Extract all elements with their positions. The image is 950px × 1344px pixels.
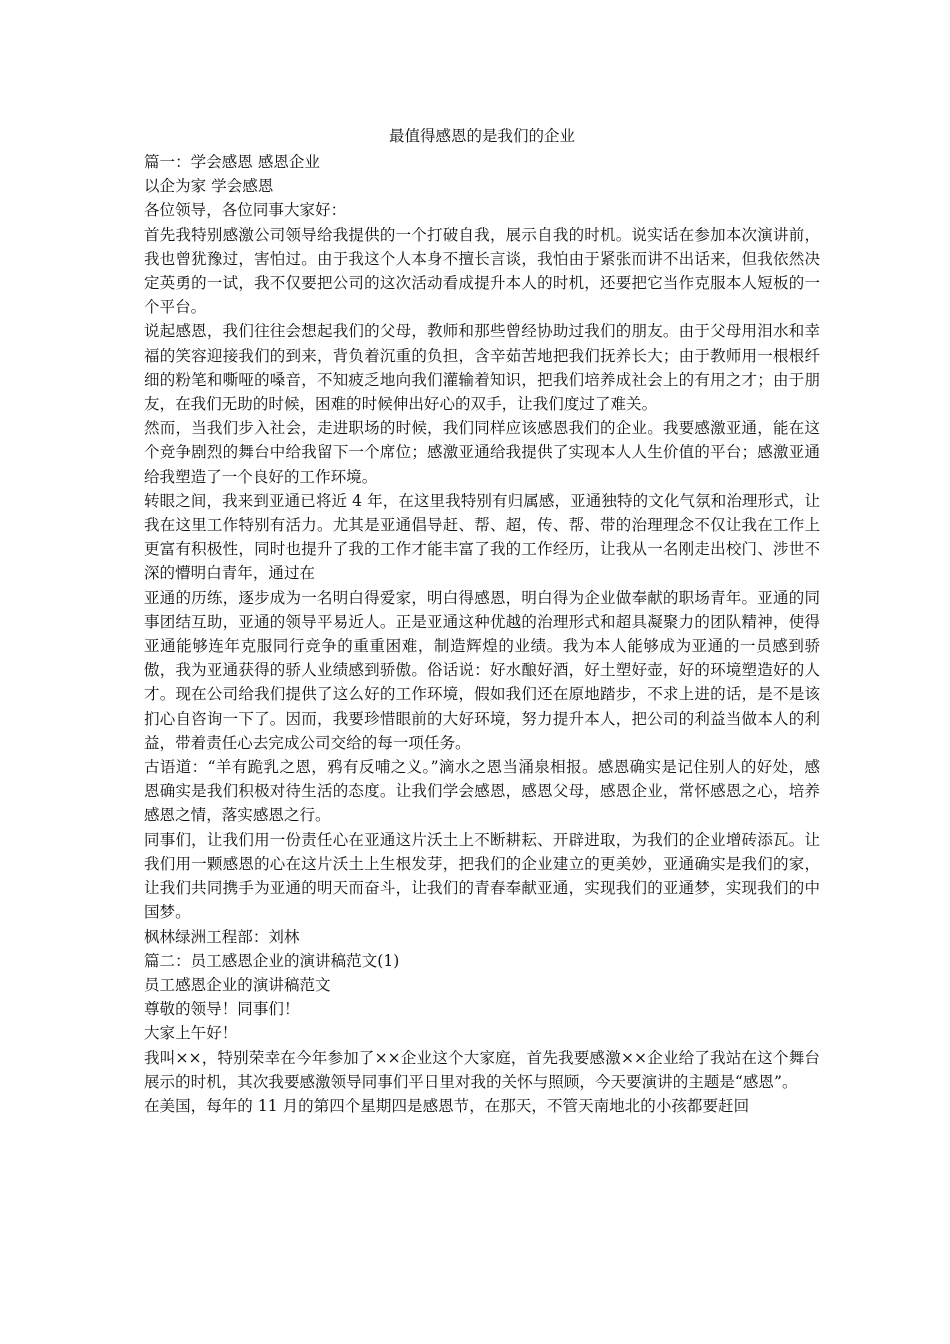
paragraph: 亚通的历练，逐步成为一名明白得爱家，明白得感恩，明白得为企业做奉献的职场青年。亚通的同事团结互助，亚通的领导平易近人。正是亚通这种优越的治理形式和超具凝聚力的团队精神，使得亚通能够连年克服同行竞争的重重困难，制造辉煌的业绩。我为本人能够成为亚通的一员感到骄傲，我为亚通获得的骄人业绩感到骄傲。俗话说：好水酿好酒，好土塑好壶，好的环境塑造好的人才。现在公司给我们提供了这么好的工作环境，假如我们还在原地踏步，不求上进的话，是不是该扪心自咨询一下了。因而，我要珍惜眼前的大好环境，努力提升本人，把公司的利益当做本人的利益，带着责任心去完成公司交给的每一项任务。	[144, 588, 820, 752]
paragraph: 各位领导，各位同事大家好：	[144, 201, 347, 220]
paragraph: 在美国，每年的 11 月的第四个星期四是感恩节，在那天，不管天南地北的小孩都要赶回	[144, 1096, 750, 1115]
paragraph: 以企为家 学会感恩	[144, 177, 274, 196]
paragraph: 篇一：学会感恩 感恩企业	[144, 153, 321, 171]
paragraph: 员工感恩企业的演讲稿范文	[144, 975, 331, 994]
paragraph: 大家上午好！	[144, 1024, 238, 1043]
author-signature: 枫林绿洲工程部：刘林	[144, 927, 300, 946]
paragraph: 尊敬的领导！同事们！	[144, 1000, 300, 1019]
paragraph: 说起感恩，我们往往会想起我们的父母，教师和那些曾经协助过我们的朋友。由于父母用泪水和幸福的笑容迎接我们的到来，背负着沉重的负担，含辛茹苦地把我们抚养长大；由于教师用一根根纤细的粉笔和嘶哑的嗓音，不知疲乏地向我们灌输着知识，把我们培养成社会上的有用之才；由于朋友，在我们无助的时候，困难的时候伸出好心的双手，让我们度过了难关。	[144, 322, 820, 414]
paragraph: 转眼之间，我来到亚通已将近 4 年，在这里我特别有归属感，亚通独特的文化气氛和治理形式，让我在这里工作特别有活力。尤其是亚通倡导赶、帮、超，传、帮、带的治理理念不仅让我在工作上更富有积极性，同时也提升了我的工作才能丰富了我的工作经历，让我从一名刚走出校门、涉世不深的懵明白青年，通过在	[144, 491, 820, 583]
paragraph: 然而，当我们步入社会，走进职场的时候，我们同样应该感恩我们的企业。我要感激亚通，能在这个竞争剧烈的舞台中给我留下一个席位；感激亚通给我提供了实现本人人生价值的平台；感激亚通给我塑造了一个良好的工作环境。	[144, 419, 820, 486]
section-heading: 篇二：员工感恩企业的演讲稿范文(1)	[144, 951, 400, 970]
document-page	[144, 124, 820, 1118]
paragraph: 同事们，让我们用一份责任心在亚通这片沃土上不断耕耘、开辟进取，为我们的企业增砖添瓦。让我们用一颗感恩的心在这片沃土上生根发芽，把我们的企业建立的更美妙，亚通确实是我们的家，让我们共同携手为亚通的明天而奋斗，让我们的青春奉献亚通，实现我们的亚通梦，实现我们的中国梦。	[144, 830, 820, 922]
document-title: 最值得感恩的是我们的企业	[388, 127, 575, 145]
paragraph: 我叫××，特别荣幸在今年参加了××企业这个大家庭，首先我要感激××企业给了我站在这个舞台展示的时机，其次我要感激领导同事们平日里对我的关怀与照顾，今天要演讲的主题是“感恩”。	[144, 1048, 820, 1091]
paragraph: 首先我特别感激公司领导给我提供的一个打破自我，展示自我的时机。说实话在参加本次演讲前，我也曾犹豫过，害怕过。由于我这个人本身不擅长言谈，我怕由于紧张而讲不出话来，但我依然决定英勇的一试，我不仅要把公司的这次活动看成提升本人的时机，还要把它当作克服本人短板的一个平台。	[144, 225, 820, 317]
paragraph: 古语道：“羊有跪乳之恩，鸦有反哺之义。”滴水之恩当涌泉相报。感恩确实是记住别人的好处，感恩确实是我们积极对待生活的态度。让我们学会感恩，感恩父母，感恩企业，常怀感恩之心，培养感恩之情，落实感恩之行。	[144, 758, 820, 825]
